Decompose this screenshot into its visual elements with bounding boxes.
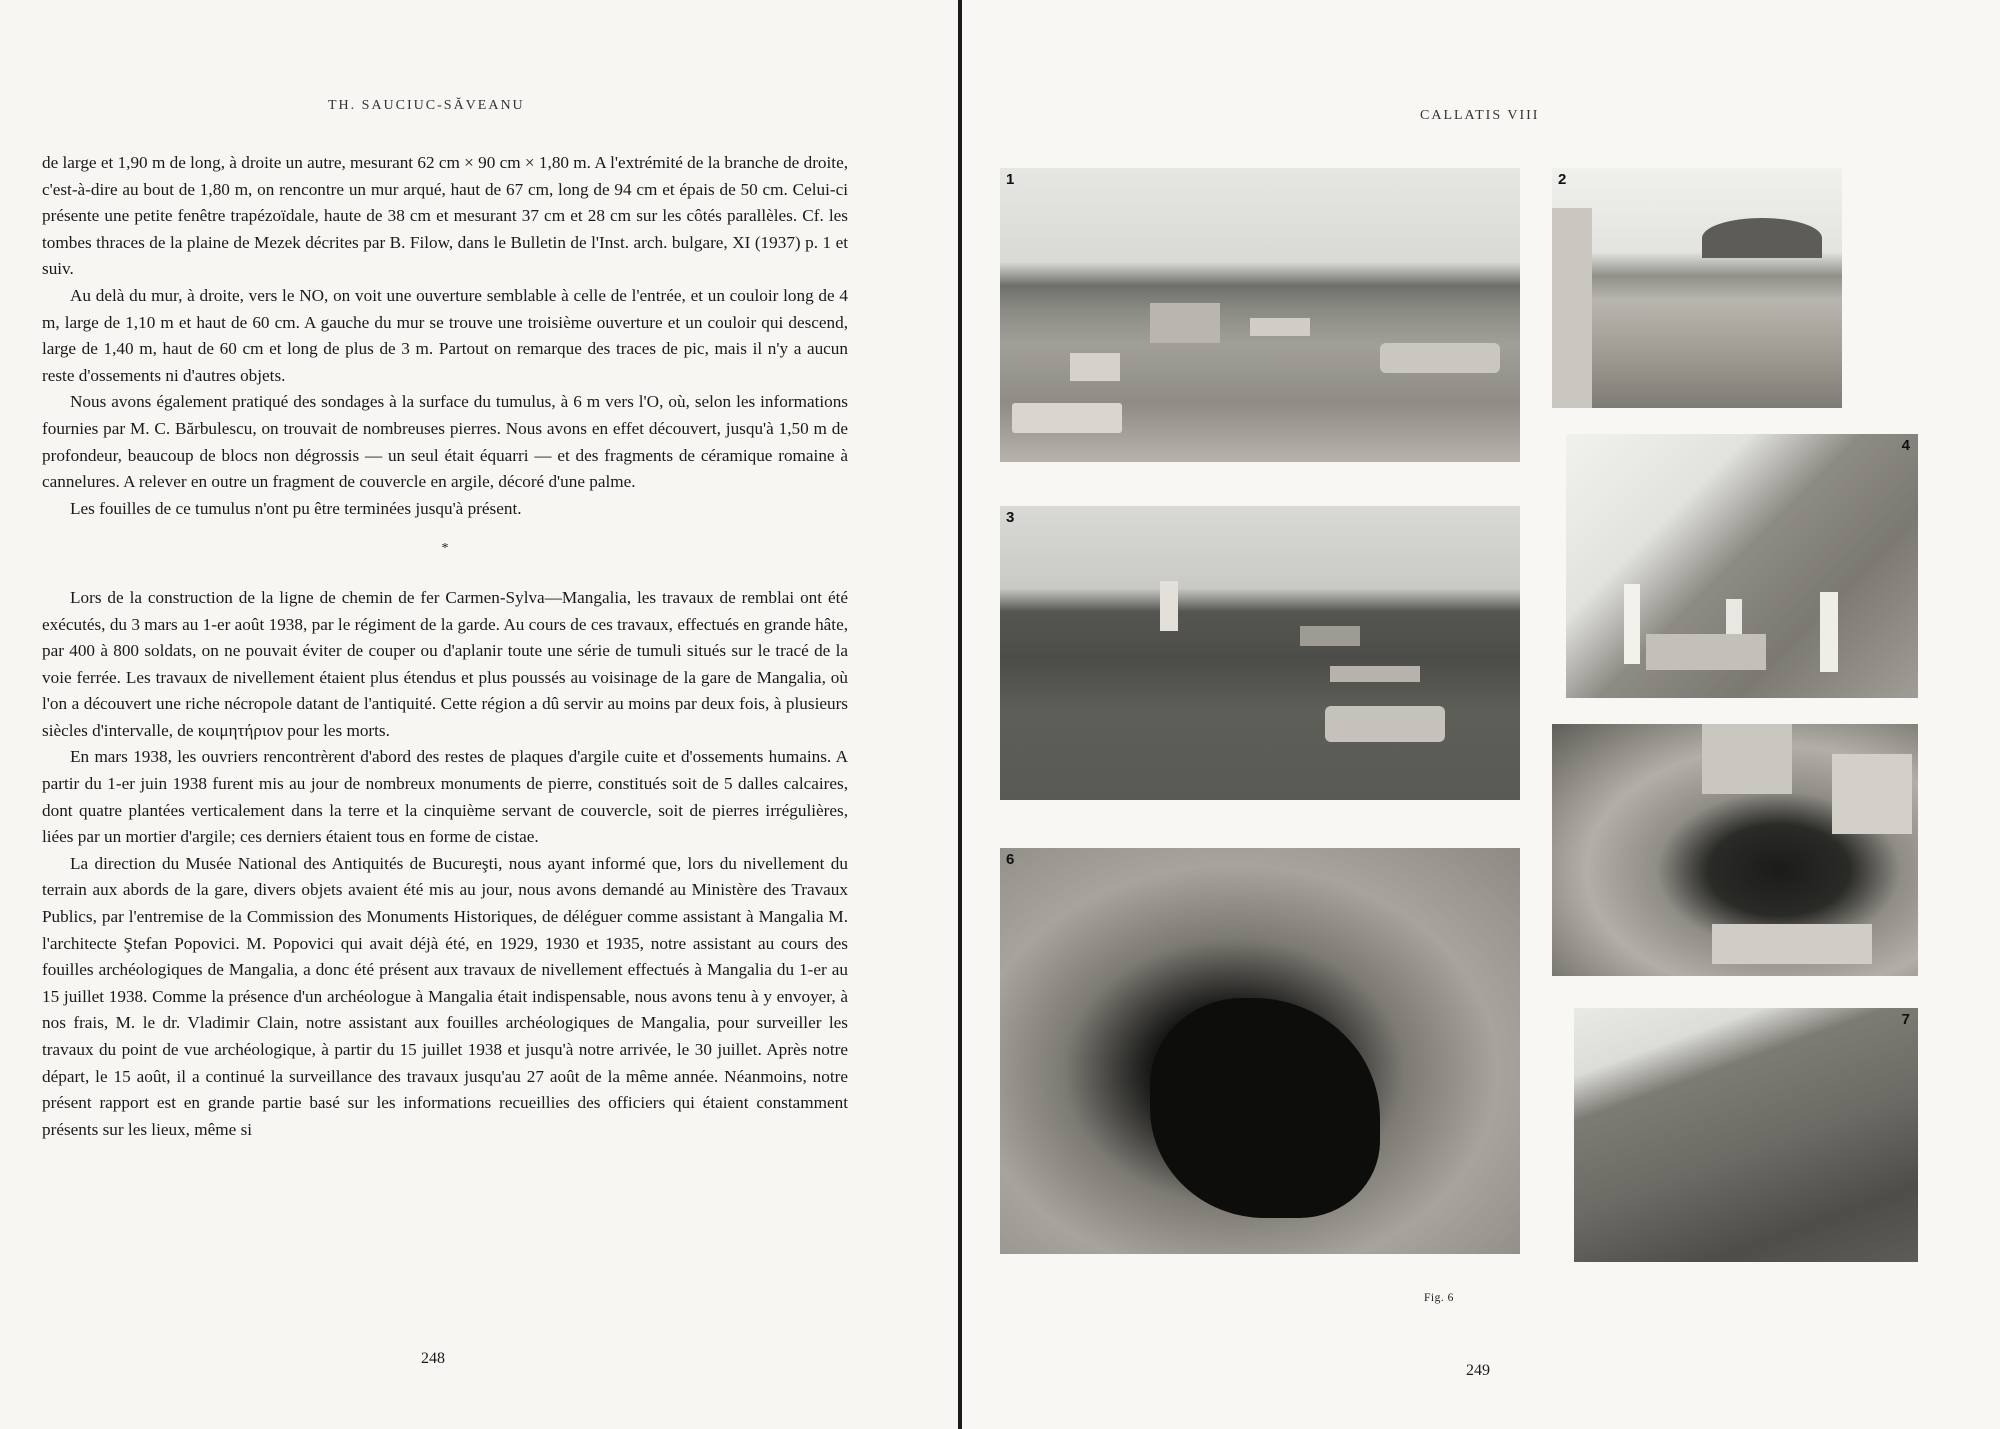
page-number: 248 [421, 1350, 445, 1367]
photo-3 [1000, 506, 1520, 800]
photo-1 [1000, 168, 1520, 462]
stone-block [1380, 343, 1500, 373]
standing-figure [1820, 592, 1838, 672]
paragraph: La direction du Musée National des Antiquités de Bucureşti, nous ayant informé que, lors du nivellement du terrain aux abords de la gare, divers objets avaient été mis au jour, nous avons demandé au Ministère des Travaux Publics, par l'entremise de la Commission des Monuments Historiques, de déléguer comme assistant à Mangalia M. l'architecte Ştefan Popovici. M. Popovici qui avait déjà été, en 1929, 1930 et 1935, notre assistant au cours des fouilles archéologiques de Mangalia, a donc été présent aux travaux de nivellement effectués à Mangalia du 1-er au 15 juillet 1938. Comme la présence d'un archéologue à Mangalia était indispensable, nous avons tenu à y envoyer, à nos frais, M. le dr. Vladimir Clain, notre assistant aux fouilles archéologiques de Mangalia, pour surveiller les travaux du point de vue archéologique, à partir du 15 juillet 1938 et jusqu'à notre arrivée, le 30 juillet. Après notre départ, le 15 août, il a continué la surveillance des travaux jusqu'au 27 août de la même année. Néanmoins, notre présent rapport est en grande partie basé sur les informations recueillies des officiers qui étaient constamment présents sur les lieux, même si [42, 853, 848, 1139]
section-separator: * [441, 541, 449, 557]
photo-number: 1 [1006, 171, 1015, 188]
stone-block [1300, 626, 1360, 646]
wall-structure [1552, 208, 1592, 408]
stone-slab [1832, 754, 1912, 834]
left-page [0, 0, 958, 1429]
stone-slab [1646, 634, 1766, 670]
photo-2 [1552, 168, 1842, 408]
paragraph: En mars 1938, les ouvriers rencontrèrent d'abord des restes de plaques d'argile cuite et d'ossements humains. A partir du 1-er juin 1938 furent mis au jour de nombreux monuments de pierre, constitués soit de 5 dalles calcaires, dont quatre plantées verticalement dans la terre et la cinquième servant de couvercle, soit de pierres irrégulières, liées par un mortier d'argile; ces derniers étaient tous en forme de cistae. [42, 747, 848, 847]
stone-block [1012, 403, 1122, 433]
stone-block [1330, 666, 1420, 682]
photo-7 [1574, 1008, 1918, 1262]
running-head: CALLATIS VIII [1420, 108, 1540, 123]
stone-slab [1702, 724, 1792, 794]
photo-number: 4 [1901, 437, 1910, 454]
stone-block [1150, 303, 1220, 343]
photo-number: 7 [1901, 1011, 1910, 1028]
standing-figure [1624, 584, 1640, 664]
photo-number: 2 [1558, 171, 1567, 188]
stone-slab [1712, 924, 1872, 964]
stone-block [1325, 706, 1445, 742]
stone-block [1070, 353, 1120, 381]
body-text [42, 150, 848, 1143]
photo-4 [1566, 434, 1918, 698]
paragraph: Nous avons également pratiqué des sondages à la surface du tumulus, à 6 m vers l'O, où, selon les informations fournies par M. C. Bărbulescu, on trouvait de nombreuses pierres. Nous avons en effet découvert, jusqu'à 1,50 m de profondeur, beaucoup de blocs non dégrossis — un seul était équarri — et des fragments de céramique romaine à cannelures. A relever en outre un fragment de couvercle en argile, décoré d'une palme. [42, 392, 848, 492]
photo-number: 6 [1006, 851, 1015, 868]
paragraph: Les fouilles de ce tumulus n'ont pu être terminées jusqu'à présent. [70, 498, 522, 518]
photo-5 [1552, 724, 1918, 976]
figure-caption: Fig. 6 [1424, 1292, 1454, 1304]
paragraph: Lors de la construction de la ligne de chemin de fer Carmen-Sylva—Mangalia, les travaux de remblai ont été exécutés, du 3 mars au 1-er août 1938, par le régiment de la garde. Au cours de ces travaux, effectués en grande hâte, par 400 à 800 soldats, on ne pouvait éviter de couper ou d'aplanir toute une série de tumuli situés sur le tracé de la voie ferrée. Les travaux de nivellement étaient plus étendus et plus poussés au voisinage de la gare de Mangalia, où l'on a découvert une riche nécropole datant de l'antiquité. Cette région a dû servir au moins par deux fois, à plusieurs siècles d'intervalle, de κοιμητήριον pour les morts. [42, 587, 848, 740]
hill [1702, 218, 1822, 258]
paragraph: de large et 1,90 m de long, à droite un autre, mesurant 62 cm × 90 cm × 1,80 m. A l'extrémité de la branche de droite, c'est-à-dire au bout de 1,80 m, on rencontre un mur arqué, haut de 67 cm, long de 94 cm et épais de 50 cm. Celui-ci présente une petite fenêtre trapézoïdale, haute de 38 cm et mesurant 37 cm et 28 cm sur les côtés parallèles. Cf. les tombes thraces de la plaine de Mezek décrites par B. Filow, dans le Bulletin de l'Inst. arch. bulgare, XI (1937) p. 1 et suiv. [42, 153, 848, 279]
paragraph: Au delà du mur, à droite, vers le NO, on voit une ouverture semblable à celle de l'entrée, et un couloir long de 4 m, large de 1,10 m et haut de 60 cm. A gauche du mur se trouve une troisième ouverture et un couloir qui descend, large de 1,40 m, haut de 60 cm et long de plus de 3 m. Partout on remarque des traces de pic, mais il n'y a aucun reste d'ossements ni d'autres objets. [42, 285, 848, 385]
running-head: TH. SAUCIUC-SĂVEANU [328, 98, 525, 113]
stone-block [1250, 318, 1310, 336]
right-page [962, 0, 2000, 1429]
photo-6 [1000, 848, 1520, 1254]
standing-figure [1160, 581, 1178, 631]
page-number: 249 [1466, 1362, 1490, 1379]
photo-number: 3 [1006, 509, 1015, 526]
tomb-opening [1150, 998, 1380, 1218]
